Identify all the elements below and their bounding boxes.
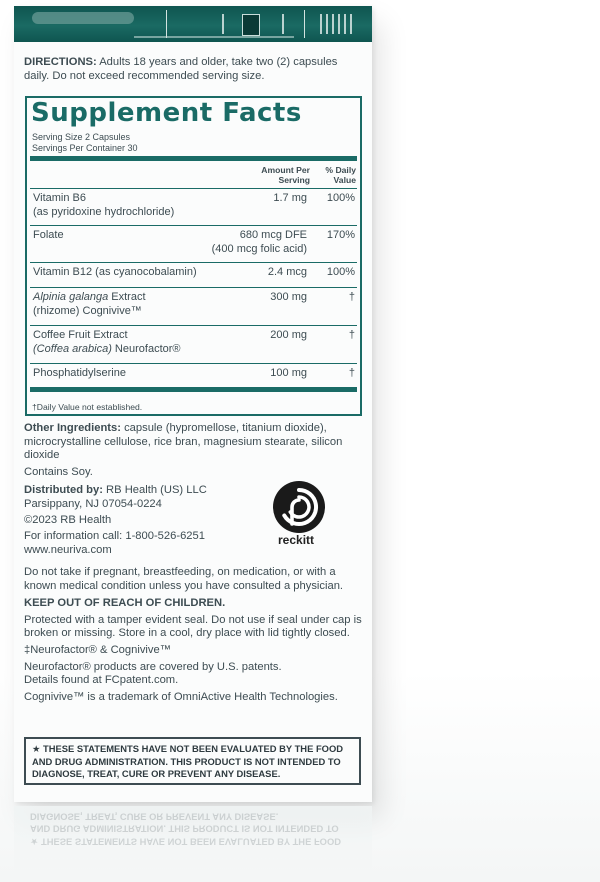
distributor-name: RB Health (US) LLC (106, 484, 207, 496)
top-band-tick (326, 14, 328, 34)
nutrient-daily-value: † (348, 329, 355, 341)
facts-row (30, 325, 357, 364)
facts-row (30, 262, 357, 288)
reckitt-logo-icon (272, 480, 326, 534)
thick-rule (30, 156, 357, 161)
facts-footnote: †Daily Value not established. (32, 402, 143, 412)
top-band-divider (304, 10, 305, 38)
nutrient-name: Phosphatidylserine (33, 367, 126, 379)
box-top-band (14, 6, 372, 42)
thick-rule (30, 387, 357, 392)
facts-row (30, 225, 357, 263)
nutrient-daily-value: 100% (326, 266, 355, 278)
serving-size: Serving Size 2 Capsules (32, 132, 131, 142)
facts-row (30, 287, 357, 326)
nutrient-form: (as pyridoxine hydrochloride) (33, 205, 175, 218)
copyright: ©2023 RB Health (24, 514, 112, 527)
nutrient-name: Alpinia galanga Extract (33, 291, 146, 303)
top-band-line (134, 36, 294, 38)
directions-label: DIRECTIONS: (24, 56, 97, 68)
top-band-mark (242, 14, 260, 36)
nutrient-amount: 1.7 mg (273, 192, 307, 204)
reckitt-wordmark: reckitt (278, 533, 315, 547)
distributor-address: Parsippany, NJ 07054-0224 (24, 498, 162, 511)
amount-per-serving-header: Amount Per Serving (261, 165, 310, 185)
facts-row (30, 188, 357, 226)
tamper-seal-notice: Protected with a tamper evident seal. Do not use if seal under cap is broken or missing. Store in a cool, dry place with lid tightly closed. (24, 613, 362, 640)
warnings-section (24, 566, 364, 707)
product-box-back-panel (14, 6, 372, 802)
nutrient-amount: 200 mg (270, 329, 307, 341)
distributor-label: Distributed by: (24, 484, 103, 496)
nutrient-name: Folate (33, 229, 64, 241)
nutrient-amount: 680 mcg DFE (239, 229, 307, 241)
nutrient-name: Vitamin B6 (33, 192, 86, 204)
nutrient-name: Coffee Fruit Extract (33, 329, 128, 341)
children-warning: KEEP OUT OF REACH OF CHILDREN. (24, 597, 226, 610)
info-phone: For information call: 1-800-526-6251 (24, 530, 205, 543)
directions-text: Adults 18 years and older, take two (2) capsules daily. Do not exceed recommended serving size. (24, 56, 338, 82)
servings-per-container: Servings Per Container 30 (32, 143, 138, 153)
allergen-statement: Contains Soy. (24, 465, 93, 478)
other-ingredients-text: capsule (hypromellose, titanium dioxide), microcrystalline cellulose, rice bran, magnesium stearate, silicon dioxide (24, 422, 343, 462)
nutrient-amount: 2.4 mcg (267, 266, 307, 278)
nutrient-form: (Coffea arabica) Neurofactor® (33, 342, 181, 355)
top-band-graphic (32, 12, 134, 24)
daily-value-header: % Daily Value (325, 165, 356, 185)
fda-disclaimer-box: ★ THESE STATEMENTS HAVE NOT BEEN EVALUATED BY THE FOOD AND DRUG ADMINISTRATION. THIS PRODUCT IS NOT INTENDED TO DIAGNOSE, TREAT, CURE OR PREVENT ANY DISEASE. (24, 737, 361, 785)
other-ingredients-label: Other Ingredients: (24, 422, 121, 434)
nutrient-form: (rhizome) Cognivive™ (33, 304, 142, 317)
nutrient-amount-detail: (400 mcg folic acid) (211, 242, 307, 255)
cognivive-trademark: Cognivive™ is a trademark of OmniActive Health Technologies. (24, 690, 338, 703)
nutrient-daily-value: 100% (326, 192, 355, 204)
nutrient-amount: 100 mg (270, 367, 307, 379)
reflected-fda-disclaimer: ★ THESE STATEMENTS HAVE NOT BEEN EVALUATED BY THE FOOD AND DRUG ADMINISTRATION. THIS PRODUCT IS NOT INTENDED TO DIAGNOSE, TREAT, CURE OR PREVENT ANY DISEASE. (30, 811, 342, 848)
nutrient-daily-value: 170% (326, 229, 355, 241)
pregnancy-warning: Do not take if pregnant, breastfeeding, on medication, or with a known medical condition unless you have consulted a physician. (24, 566, 344, 592)
top-band-tick (344, 14, 346, 34)
top-band-tick (338, 14, 340, 34)
facts-row (30, 363, 357, 388)
other-ingredients (24, 422, 364, 479)
website: www.neuriva.com (24, 544, 112, 557)
nutrient-name: Vitamin B12 (as cyanocobalamin) (33, 266, 197, 278)
patent-notice: Neurofactor® products are covered by U.S. patents. Details found at FCpatent.com. (24, 660, 282, 687)
top-band-tick (222, 14, 224, 34)
supplement-facts-title: Supplement Facts (31, 98, 302, 128)
nutrient-amount: 300 mg (270, 291, 307, 303)
distributor-info (24, 484, 264, 560)
top-band-divider (166, 10, 167, 38)
box-reflection (14, 806, 372, 876)
trademark-notice: ‡Neurofactor® & Cognivive™ (24, 643, 171, 656)
nutrient-daily-value: † (348, 291, 355, 303)
top-band-tick (320, 14, 322, 34)
top-band-tick (332, 14, 334, 34)
directions (24, 56, 362, 83)
nutrient-daily-value: † (348, 367, 355, 379)
top-band-tick (282, 14, 284, 34)
top-band-tick (350, 14, 352, 34)
supplement-facts-panel (25, 96, 362, 416)
